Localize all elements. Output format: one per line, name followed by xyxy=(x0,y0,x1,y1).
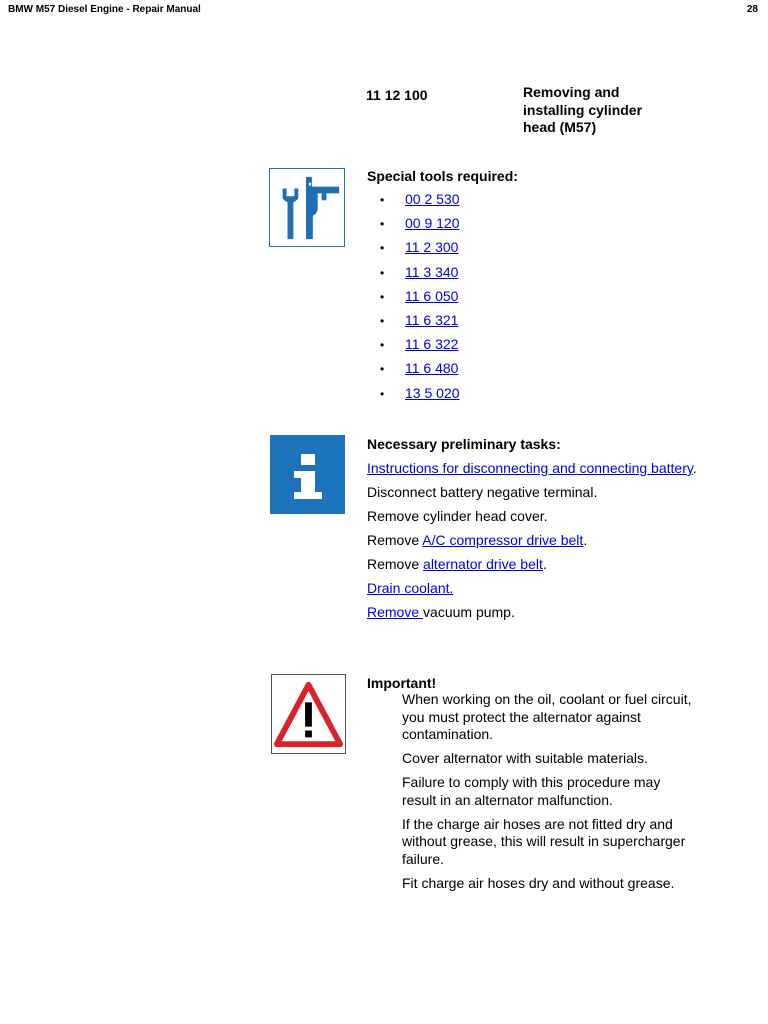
tool-list-item xyxy=(380,213,460,237)
tool-link[interactable]: 00 9 120 xyxy=(405,215,460,232)
tool-list-item xyxy=(380,358,460,382)
prelim-step xyxy=(367,532,697,550)
bullet: • xyxy=(380,265,385,280)
page-header xyxy=(0,0,768,20)
step-prefix: Remove xyxy=(367,556,424,572)
tool-link[interactable]: 11 3 340 xyxy=(405,263,459,280)
tool-list-item xyxy=(380,262,460,286)
wrench-caliper-icon xyxy=(269,168,345,247)
prelim-step: Disconnect battery negative terminal. xyxy=(367,484,598,500)
tool-list-item xyxy=(380,286,460,310)
procedure-code: 11 12 100 xyxy=(366,87,428,103)
prelim-step: Remove cylinder head cover. xyxy=(367,508,548,524)
info-icon xyxy=(270,435,345,514)
step-suffix: . xyxy=(583,532,588,548)
step-suffix: . xyxy=(692,460,697,476)
preliminary-tasks-heading: Necessary preliminary tasks: xyxy=(367,436,561,452)
special-tools-list xyxy=(380,189,460,407)
tool-list-item xyxy=(380,237,460,261)
special-tools-heading: Special tools required: xyxy=(367,168,518,184)
tool-link[interactable]: 11 2 300 xyxy=(405,239,459,256)
tool-list-item xyxy=(380,310,460,334)
bullet: • xyxy=(380,193,385,207)
bullet: • xyxy=(380,386,385,401)
important-heading: Important! xyxy=(367,675,437,691)
step-suffix: vacuum pump. xyxy=(423,604,515,620)
prelim-step xyxy=(367,604,697,622)
tool-link[interactable]: 11 6 480 xyxy=(405,360,459,377)
tool-link[interactable]: 00 2 530 xyxy=(405,191,460,207)
important-paragraph: Fit charge air hoses dry and without grease. xyxy=(402,874,675,891)
document-title: BMW M57 Diesel Engine - Repair Manual xyxy=(8,4,201,15)
important-paragraph: If the charge air hoses are not fitted dry and without grease, this will result in supercharger failure. xyxy=(402,815,686,867)
important-notes xyxy=(402,691,692,899)
bullet: • xyxy=(380,241,385,256)
prelim-step xyxy=(367,580,697,598)
prelim-step xyxy=(367,556,697,574)
remove-vacuum-pump-link[interactable]: Remove xyxy=(367,604,424,620)
alternator-belt-link[interactable]: alternator drive belt xyxy=(423,556,543,572)
tool-list-item xyxy=(380,189,460,213)
bullet: • xyxy=(380,362,385,377)
battery-instructions-link[interactable]: Instructions for disconnecting and connecting battery xyxy=(367,460,693,476)
bullet: • xyxy=(380,289,385,304)
tool-link[interactable]: 11 6 321 xyxy=(405,311,459,328)
procedure-title: Removing and installing cylinder head (M57) xyxy=(523,84,643,135)
bullet: • xyxy=(380,217,385,232)
warning-triangle-icon xyxy=(271,674,346,754)
prelim-step xyxy=(367,460,697,478)
important-paragraph: Cover alternator with suitable materials. xyxy=(402,750,648,766)
preliminary-tasks xyxy=(367,460,697,628)
step-suffix: . xyxy=(542,556,547,572)
tool-link[interactable]: 11 6 050 xyxy=(405,287,459,304)
tool-list-item xyxy=(380,383,460,407)
important-paragraph: Failure to comply with this procedure may result in an alternator malfunction. xyxy=(402,774,661,808)
drain-coolant-link[interactable]: Drain coolant. xyxy=(367,580,454,596)
bullet: • xyxy=(380,338,385,353)
tool-list-item xyxy=(380,334,460,358)
step-prefix: Remove xyxy=(367,532,423,548)
bullet: • xyxy=(380,313,385,328)
tool-link[interactable]: 11 6 322 xyxy=(405,336,459,353)
ac-compressor-belt-link[interactable]: A/C compressor drive belt xyxy=(422,532,584,548)
page-number: 28 xyxy=(746,4,758,15)
tool-link[interactable]: 13 5 020 xyxy=(405,384,460,401)
important-paragraph: When working on the oil, coolant or fuel circuit, you must protect the alternator against contamination. xyxy=(402,691,692,742)
